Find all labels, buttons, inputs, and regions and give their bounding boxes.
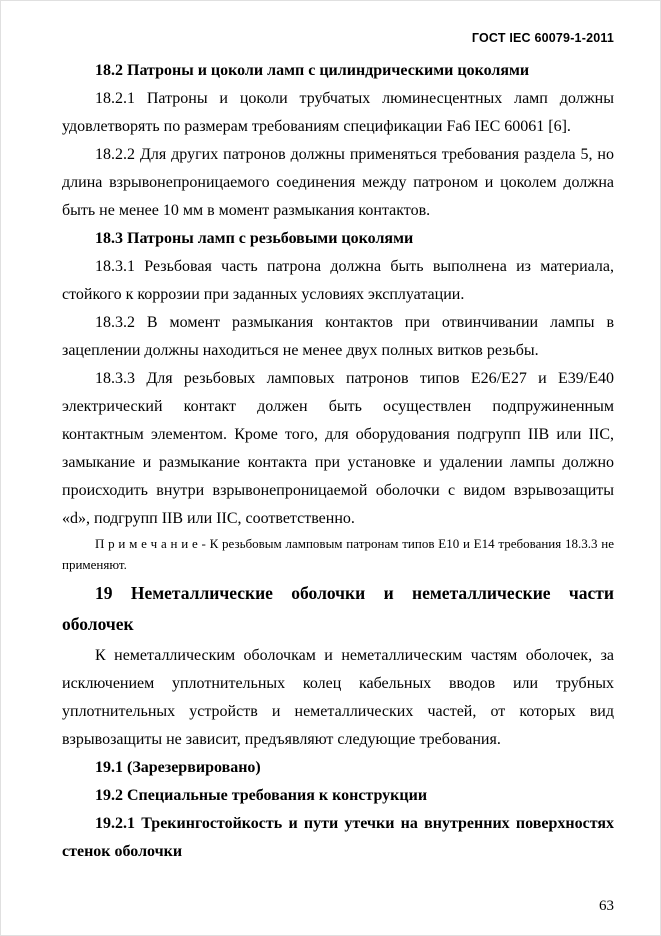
para-18-2-1: 18.2.1 Патроны и цоколи трубчатых люминесцентных ламп должны удовлетворять по размерам требованиям спецификации Fa6 IEC 60061 [6].: [62, 90, 614, 135]
note-18-3-3: П р и м е ч а н и е - К резьбовым ламповым патронам типов Е10 и Е14 требования 18.3.3 не применяют.: [62, 536, 614, 572]
heading-18-2: 18.2 Патроны и цоколи ламп с цилиндрическими цоколями: [95, 62, 530, 79]
heading-19: 19 Неметаллические оболочки и неметаллические части оболочек: [62, 583, 614, 634]
para-19-intro: К неметаллическим оболочкам и неметаллическим частям оболочек, за исключением уплотнительных колец кабельных вводов или трубных уплотнительных устройств и неметаллических частей, от которых вид взрывозащиты не зависит, предъявляют следующие требования.: [62, 647, 614, 748]
heading-19-1: 19.1 (Зарезервировано): [95, 759, 261, 776]
para-18-2-2: 18.2.2 Для других патронов должны применяться требования раздела 5, но длина взрывонепроницаемого соединения между патроном и цоколем должна быть не менее 10 мм в момент размыкания контактов.: [62, 146, 614, 219]
heading-19-2-1: 19.2.1 Трекингостойкость и пути утечки на внутренних поверхностях стенок оболочки: [62, 815, 614, 860]
heading-18-3: 18.3 Патроны ламп с резьбовыми цоколями: [95, 230, 414, 247]
para-18-3-1: 18.3.1 Резьбовая часть патрона должна быть выполнена из материала, стойкого к коррозии при заданных условиях эксплуатации.: [62, 258, 614, 303]
para-18-3-3: 18.3.3 Для резьбовых ламповых патронов типов Е26/Е27 и Е39/Е40 электрический контакт должен быть осуществлен подпружиненным контактным элементом. Кроме того, для оборудования подгрупп IIB или IIC, замыкание и размыкание контакта при установке и удалении лампы должно происходить внутри взрывонепроницаемой оболочки с видом взрывозащиты «d», подгрупп IIB или IIC, соответственно.: [62, 370, 614, 527]
para-18-3-2: 18.3.2 В момент размыкания контактов при отвинчивании лампы в зацеплении должны находиться не менее двух полных витков резьбы.: [62, 314, 614, 359]
document-code: ГОСТ IEC 60079-1-2011: [471, 31, 614, 45]
page-number: 63: [599, 898, 614, 914]
document-content: [62, 57, 614, 866]
heading-19-2: 19.2 Специальные требования к конструкции: [95, 787, 428, 804]
